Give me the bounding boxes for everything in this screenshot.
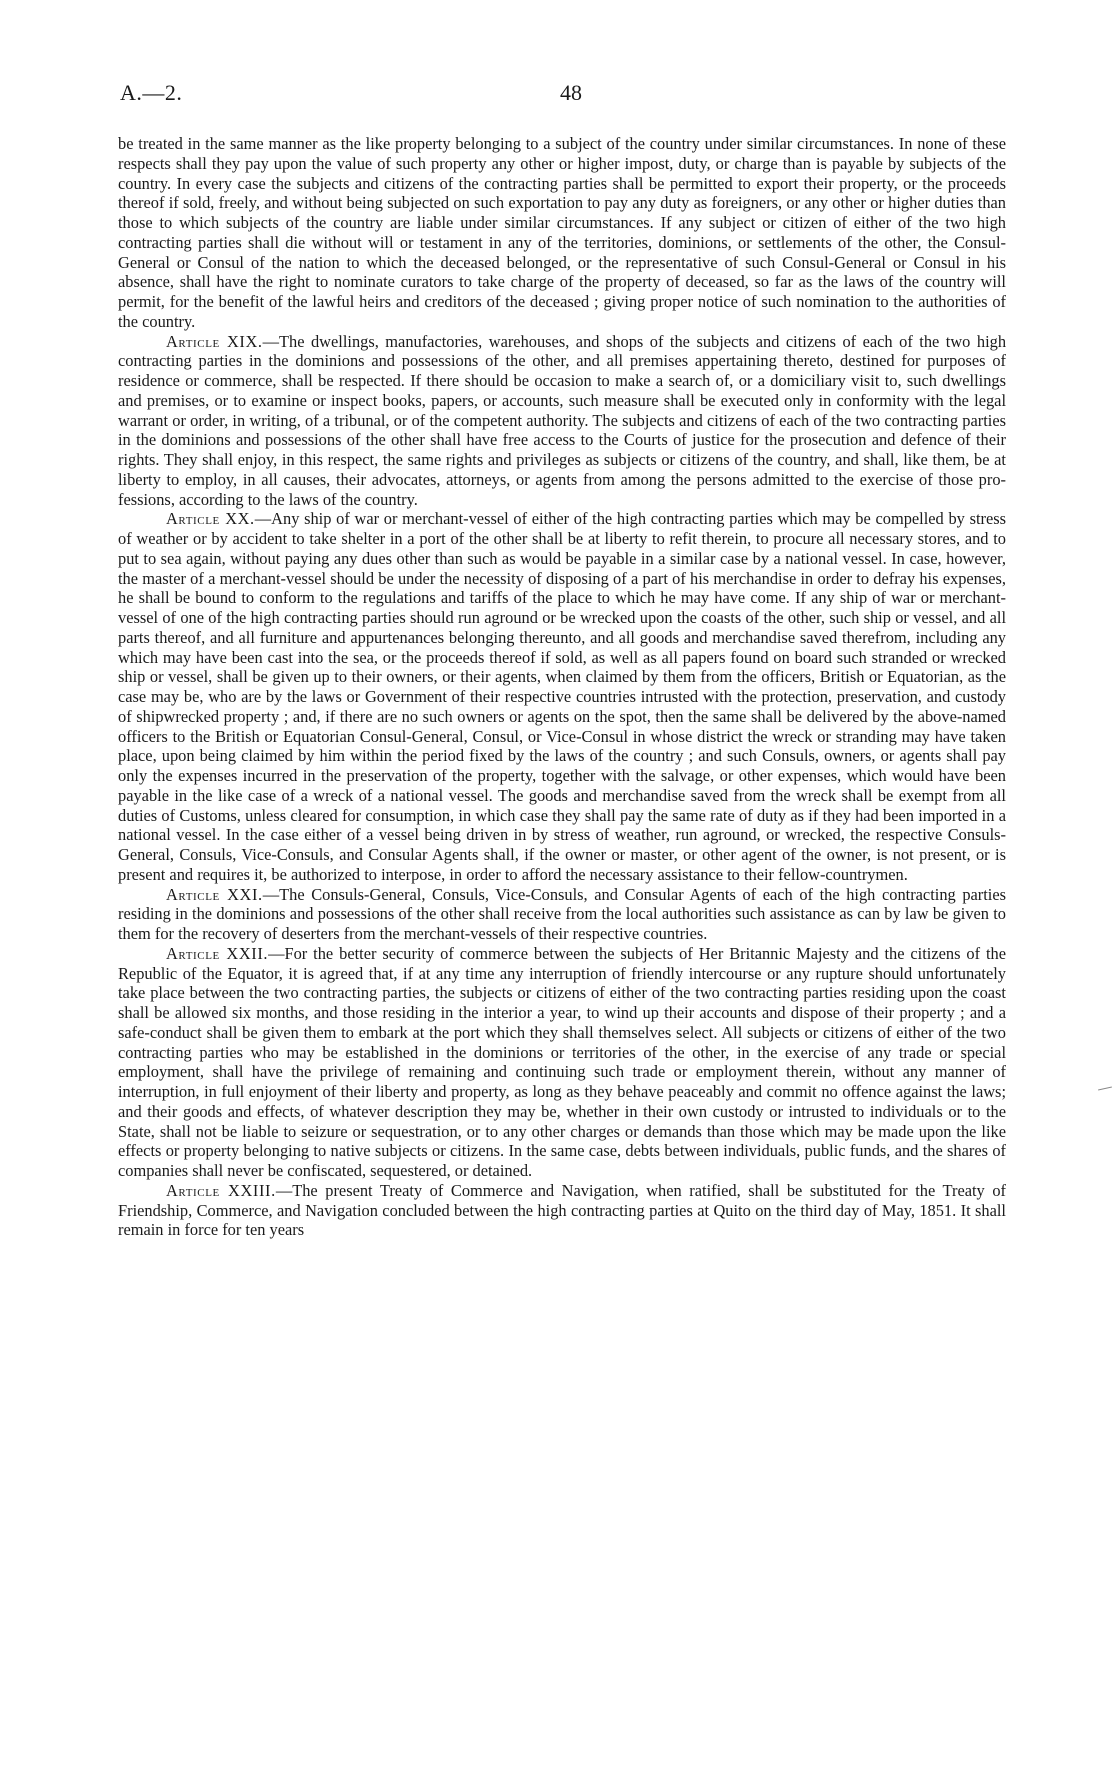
document-body xyxy=(118,134,1006,1240)
article-xxii xyxy=(118,944,1006,1181)
article-heading: Article XX. xyxy=(166,509,255,529)
paragraph-continuation xyxy=(118,134,1006,332)
paragraph-text: be treated in the same manner as the like property belonging to a subject of the country under similar circumstances. In none of these respects shall they pay upon the value of such property any other or higher impost, duty, or charge than is payable by subjects of the country. In every case the subjects and citizens of the contracting parties shall be permitted to export their property, or the proceeds thereof if sold, freely, and without being subjected on such exportation to pay any duty as foreigners, or any other or higher duties than those to which subjects of the country are liable under similar circumstances. If any subject or citizen of either of the two high contracting parties shall die without will or testament in any of the territories, dominions, or settlements of the other, the Consul-General or Consul of the nation to which the deceased belonged, or the representative of such Consul-General or Consul in his absence, shall have the right to nominate curators to take charge of the property of deceased, so far as the laws of the country will permit, for the benefit of the lawful heirs and creditors of the deceased ; giving proper notice of such nomination to the authorities of the country. xyxy=(118,134,1006,331)
paragraph-text: —Any ship of war or merchant-vessel of either of the high contracting parties which may be compelled by stress of weather or by accident to take shelter in a port of the other shall be at liberty to refit therein, to procure all necessary stores, and to put to sea again, without paying any dues other than such as would be payable in a similar case by a national vessel. In case, however, the master of a merchant-vessel should be under the necessity of disposing of a part of his merchandise in order to defray his expenses, he shall be bound to conform to the regulations and tariffs of the place to which he may have come. If any ship of war or merchant-vessel of one of the high contracting parties should run aground or be wrecked upon the coasts of the other, such ship or vessel, and all parts thereof, and all furniture and appurtenances belonging thereunto, and all goods and merchandise saved therefrom, including any which may have been cast into the sea, or the proceeds thereof if sold, as well as all papers found on board such stranded or wrecked ship or vessel, shall be given up to their owners, or their agents, when claimed by them from the officers, British or Equatorian, as the case may be, who are by the laws or Government of their respective countries intrusted with the protection, preservation, and custody of shipwrecked property ; and, if there are no such owners or agents on the spot, then the same shall be delivered by the above-named officers to the British or Equatorian Consul-General, Consul, or Vice-Consul in whose district the wreck or stranding may have taken place, upon being claimed by him within the period fixed by the laws of the country ; and such Consuls, owners, or agents shall pay only the expenses incurred in the preservation of the property, together with the salvage, or other expenses, which would have been payable in the like case of a wreck of a national vessel. The goods and merchandise saved from the wreck shall be exempt from all duties of Customs, unless cleared for consumption, in which case they shall pay the same rate of duty as if they had been imported in a national vessel. In the case either of a vessel being driven in by stress of weather, run aground, or wrecked, the respective Consuls-General, Consuls, Vice-Consuls, and Consular Agents shall, if the owner or master, or other agent of the owner, is not present, or is present and requires it, be authorized to interpose, in order to afford the necessary assistance to their fellow-countrymen. xyxy=(118,509,1007,884)
article-heading: Article XIX. xyxy=(166,331,263,351)
article-xx xyxy=(118,509,1006,884)
paragraph-text: —The dwellings, manufactories, warehouses, and shops of the subjects and citizens of each of the two high contracting parties in the dominions and possessions of the other, and all premises appertaining thereto, destined for purposes of residence or commerce, shall be respected. If there should be occasion to make a search of, or a domiciliary visit to, such dwellings and premises, or to examine or inspect books, papers, or accounts, such measure shall be executed only in conformity with the legal warrant or order, in writing, of a tribunal, or of the competent authority. The subjects and citizens of each of the two contracting parties in the dominions and possessions of the other shall have free access to the Courts of justice for the prosecution and defence of their rights. They shall enjoy, in this respect, the same rights and privileges as subjects or citizens of the country, and shall, like them, be at liberty to employ, in all causes, their advocates, attorneys, or agents from among the persons admitted to the exercise of those professions, according to the laws of the country. xyxy=(118,331,1007,509)
margin-mark xyxy=(1098,1087,1112,1091)
article-heading: Article XXI. xyxy=(166,884,263,904)
article-xxiii xyxy=(118,1181,1006,1240)
article-xxi xyxy=(118,885,1006,944)
article-heading: Article XXIII. xyxy=(166,1180,276,1200)
paragraph-text: —The present Treaty of Commerce and Navigation, when ratified, shall be substituted for the Treaty of Friendship, Commerce, and Navigation concluded between the high contracting parties at Quito on the third day of May, 1851. It shall remain in force for ten years xyxy=(118,1180,1006,1240)
paragraph-text: —For the better security of commerce between the subjects of Her Britannic Majesty and the citizens of the Republic of the Equator, it is agreed that, if at any time any interruption of friendly intercourse or any rupture should unfortunately take place between the two contracting parties, the subjects or citizens of either of the two contracting parties residing upon the coast shall be allowed six months, and those residing in the interior a year, to wind up their accounts and dispose of their property ; and a safe-conduct shall be given them to embark at the port which they shall themselves select. All subjects or citizens of either of the two contracting parties who may be established in the dominions or territories of the other, in the exercise of any trade or special employment, shall have the privilege of remaining and continuing such trade or employment therein, without any manner of interruption, in full enjoyment of their liberty and property, as long as they behave peaceably and commit no offence against the laws; and their goods and effects, of whatever description they may be, whether in their own custody or intrusted to individuals or to the State, shall not be liable to seizure or sequestration, or to any other charges or demands than those which may be made upon the like effects or property belonging to native subjects or citizens. In the same case, debts between individuals, public funds, and the shares of companies shall never be confiscated, sequestered, or detained. xyxy=(118,943,1006,1180)
page-number: 48 xyxy=(560,80,582,105)
document-reference: A.—2. xyxy=(120,80,183,105)
article-heading: Article XXII. xyxy=(166,943,269,963)
paragraph-text: —The Consuls-General, Consuls, Vice-Consuls, and Consular Agents of each of the high contracting parties residing in the dominions and possessions of the other shall receive from the local authorities such assistance as can by law be given to them for the recovery of deserters from the merchant-vessels of their respective countries. xyxy=(118,884,1007,943)
article-xix xyxy=(118,332,1006,510)
